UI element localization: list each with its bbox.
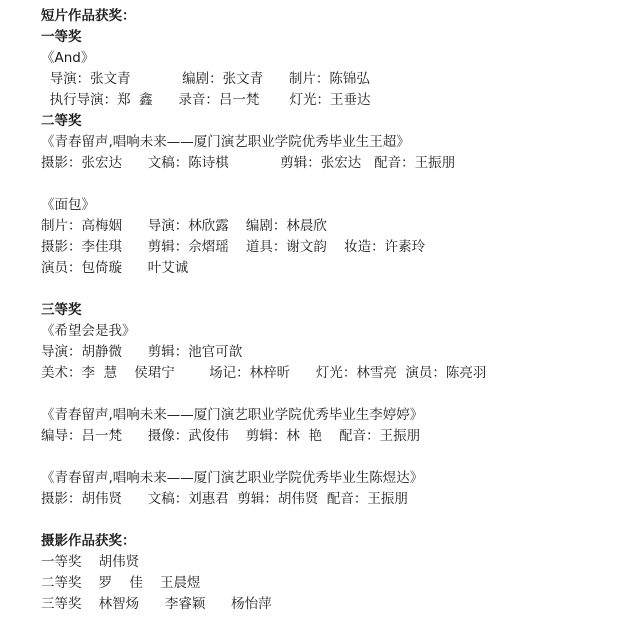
section-heading: 二等奖	[41, 113, 82, 129]
text-line: 《And》	[41, 50, 95, 66]
text-line: 制片：高梅姻 导演：林欣露 编剧：林晨欣	[41, 218, 327, 234]
text-line: 一等奖 胡伟贤	[41, 554, 140, 570]
text-line: 摄影：李佳琪 剪辑：佘熠瑶 道具：谢文韵 妆造：许素玲	[41, 239, 426, 255]
text-line: 导演：张文青 编剧：张文青 制片：陈锦弘	[41, 71, 370, 87]
text-line: 《青春留声,唱响未来——厦门演艺职业学院优秀毕业生王超》	[41, 134, 410, 150]
text-line: 《希望会是我》	[41, 323, 136, 339]
text-line: 《青春留声,唱响未来——厦门演艺职业学院优秀毕业生陈煜达》	[41, 470, 424, 486]
text-line: 演员：包倚璇 叶艾诚	[41, 260, 189, 276]
text-line: 编导：吕一梵 摄像：武俊伟 剪辑：林 艳 配音：王振朋	[41, 428, 421, 444]
text-line: 摄影：胡伟贤 文稿：刘惠君 剪辑：胡伟贤 配音：王振朋	[41, 491, 408, 507]
award-document	[41, 6, 633, 615]
blank-line	[41, 447, 633, 468]
text-line: 美术：李 慧 侯珺宁 场记：林梓昕 灯光：林雪亮 演员：陈亮羽	[41, 365, 487, 381]
text-line: 导演：胡静微 剪辑：池官可歆	[41, 344, 243, 360]
text-line: 《青春留声,唱响未来——厦门演艺职业学院优秀毕业生李婷婷》	[41, 407, 424, 423]
section-heading: 短片作品获奖：	[41, 8, 136, 24]
blank-line	[41, 384, 633, 405]
blank-line	[41, 174, 633, 195]
section-heading: 摄影作品获奖：	[41, 533, 136, 549]
section-heading: 一等奖	[41, 29, 82, 45]
text-line: 摄影：张宏达 文稿：陈诗棋 剪辑：张宏达 配音：王振朋	[41, 155, 456, 171]
section-heading: 三等奖	[41, 302, 82, 318]
text-line: 二等奖 罗 佳 王晨煜	[41, 575, 201, 591]
text-line: 执行导演：郑 鑫 录音：吕一梵 灯光：王垂达	[41, 92, 371, 108]
blank-line	[41, 510, 633, 531]
text-line: 三等奖 林智炀 李睿颖 杨怡萍	[41, 596, 272, 612]
text-line: 《面包》	[41, 197, 95, 213]
blank-line	[41, 279, 633, 300]
